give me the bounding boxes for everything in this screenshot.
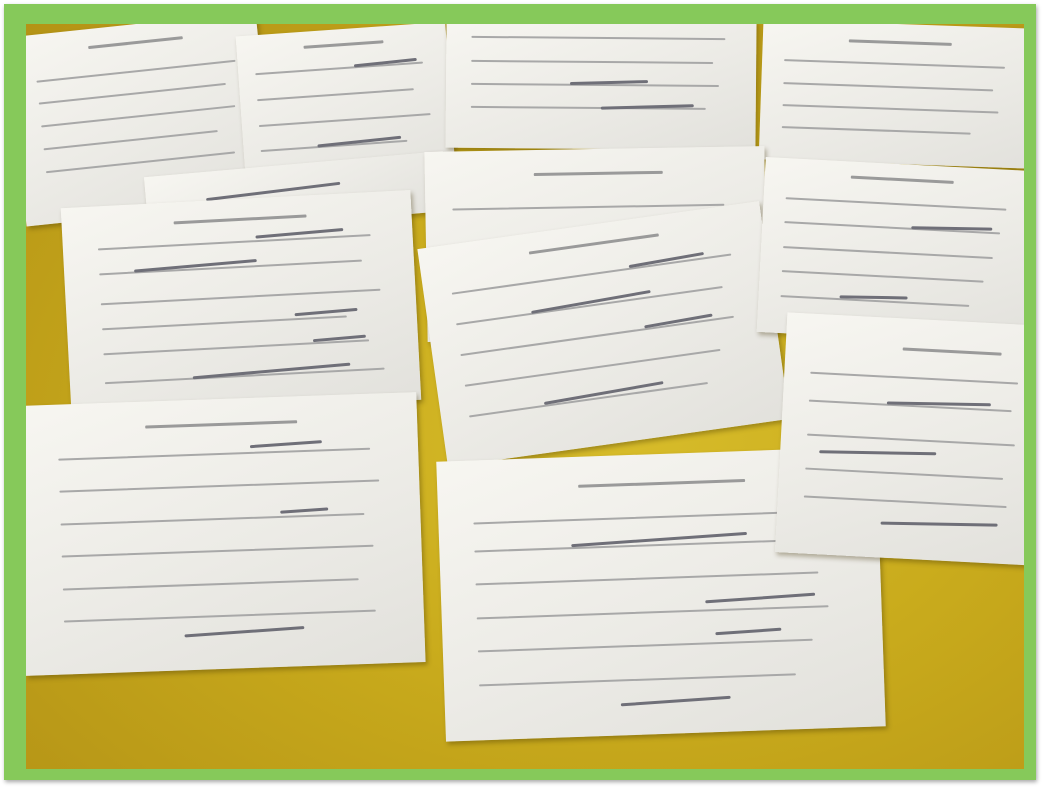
questionnaire-sheet [759,24,1024,169]
photo-frame [4,4,1036,780]
questionnaire-sheet [61,190,422,418]
questionnaire-sheet [445,24,756,150]
questionnaire-sheet [26,392,426,676]
questionnaire-sheet [417,201,789,467]
questionnaire-sheet [775,312,1024,565]
photograph [26,24,1024,769]
